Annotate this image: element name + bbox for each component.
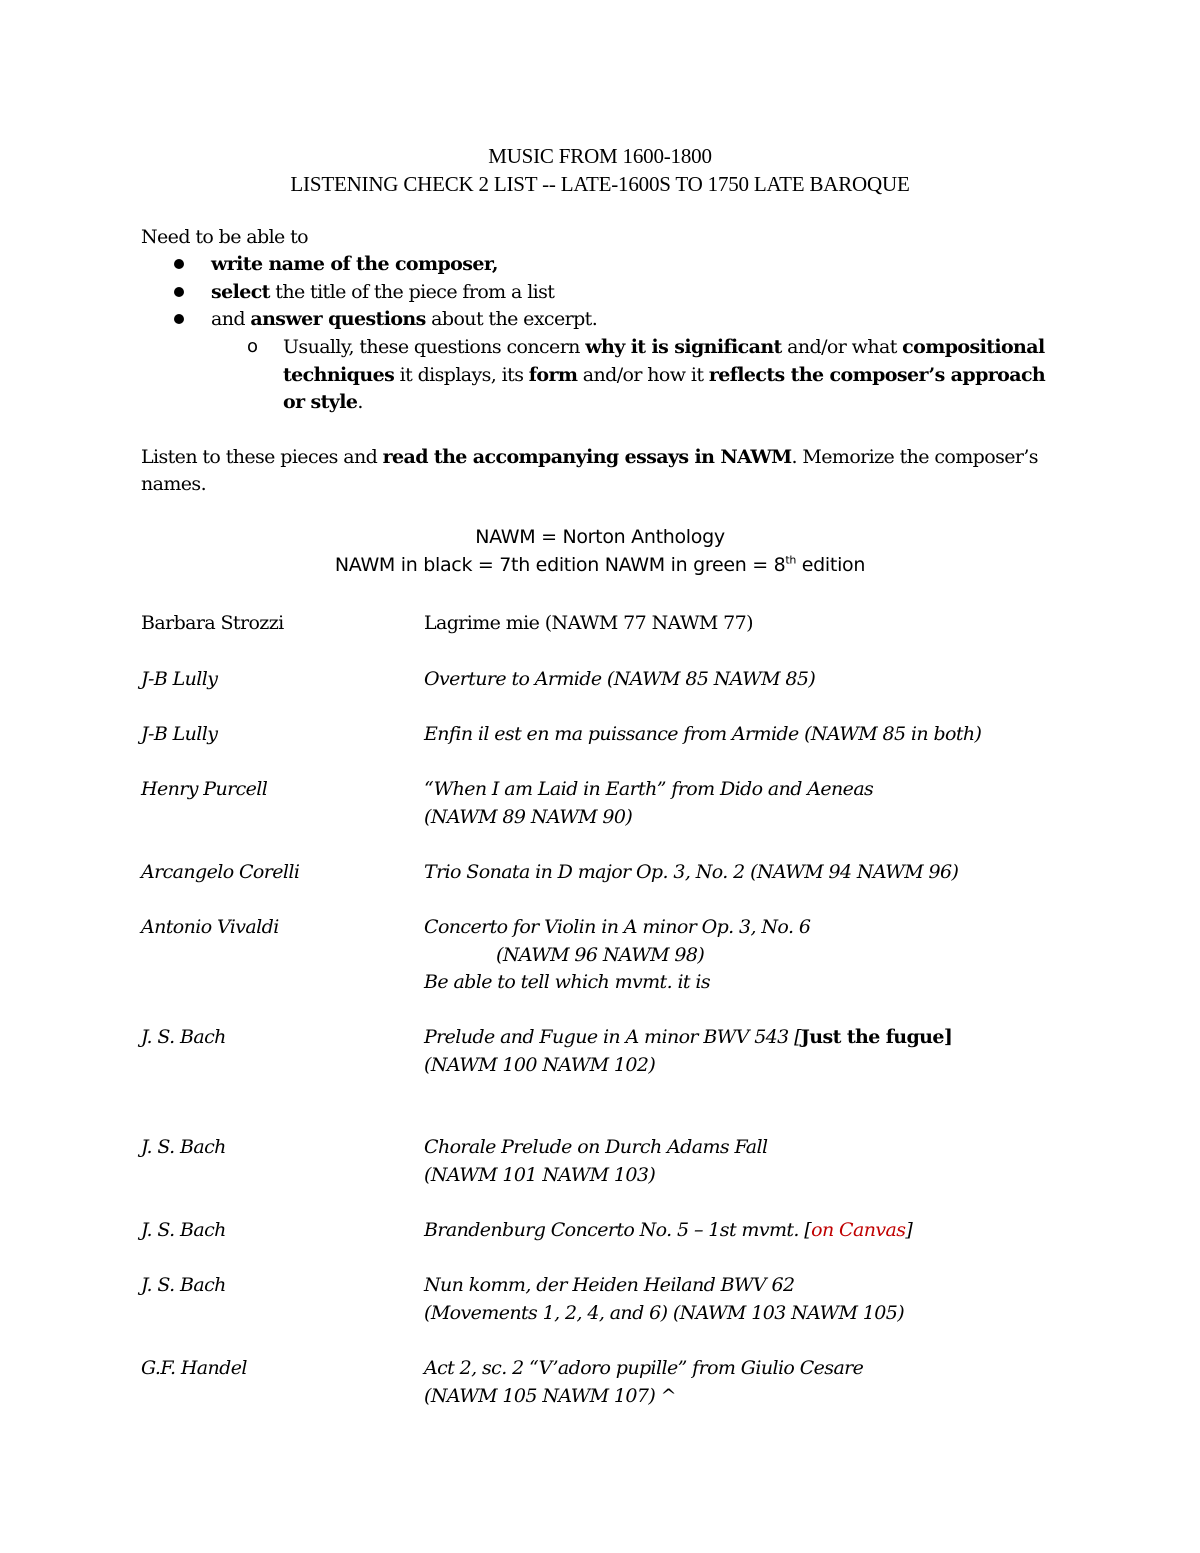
instructions-paragraph: Listen to these pieces and read the accompanying essays in NAWM. Memorize the composer’s [141,446,1038,468]
work-title: Lagrime mie (NAWM 77 NAWM 77) [424,612,753,634]
work-title: Concerto for Violin in A minor Op. 3, No. 6 [424,916,811,938]
composer-name: J. S. Bach [141,1219,226,1241]
work-title: Overture to Armide (NAWM 85 NAWM 85) [424,668,816,690]
composer-name: G.F. Handel [141,1357,247,1379]
work-reference: (NAWM 105 NAWM 107) ^ [424,1385,676,1407]
composer-name: J. S. Bach [141,1274,226,1296]
requirement-subitem: techniques it displays, its form and/or how it reflects the composer’s approach [283,364,1046,386]
composer-name: J-B Lully [141,723,218,745]
composer-name: Antonio Vivaldi [141,916,279,938]
legend-line: NAWM in black = 7th edition NAWM in green = 8th edition [334,553,866,576]
bullet-dot [174,287,184,297]
page-subtitle: LISTENING CHECK 2 LIST -- LATE-1600S TO 1750 LATE BAROQUE [290,172,910,196]
page-title: MUSIC FROM 1600-1800 [488,144,712,168]
work-title: Trio Sonata in D major Op. 3, No. 2 (NAWM 94 NAWM 96) [424,861,959,883]
work-title: “When I am Laid in Earth” from Dido and Aeneas [424,778,874,800]
composer-name: Arcangelo Corelli [141,861,300,883]
requirement-subitem: Usually, these questions concern why it is significant and/or what compositional [283,336,1045,358]
requirement-item: and answer questions about the excerpt. [211,308,598,330]
work-title: Enfin il est en ma puissance from Armide (NAWM 85 in both) [424,723,982,745]
requirements-intro: Need to be able to [141,226,309,248]
requirement-item: write name of the composer, [211,253,498,275]
bullet-dot [174,314,184,324]
work-title: Chorale Prelude on Durch Adams Fall [424,1136,768,1158]
work-note: Be able to tell which mvmt. it is [424,971,711,993]
work-reference: (NAWM 89 NAWM 90) [424,806,633,828]
composer-name: Henry Purcell [141,778,268,800]
legend-line: NAWM = Norton Anthology [475,526,725,548]
composer-name: Barbara Strozzi [141,612,284,634]
requirement-subitem: or style. [283,391,363,413]
work-title: Prelude and Fugue in A minor BWV 543 [Just the fugue] [424,1026,953,1048]
requirement-item: select the title of the piece from a list [211,281,555,303]
sub-bullet-marker: o [247,336,259,357]
bullet-dot [174,259,184,269]
canvas-note: on Canvas [811,1219,906,1241]
work-title: Nun komm, der Heiden Heiland BWV 62 [424,1274,795,1296]
work-reference: (Movements 1, 2, 4, and 6) (NAWM 103 NAWM 105) [424,1302,905,1324]
work-title: Brandenburg Concerto No. 5 – 1st mvmt. [on Canvas] [424,1219,913,1241]
composer-name: J-B Lully [141,668,218,690]
instructions-paragraph: names. [141,473,207,495]
work-reference: (NAWM 96 NAWM 98) [496,944,705,966]
composer-name: J. S. Bach [141,1136,226,1158]
composer-name: J. S. Bach [141,1026,226,1048]
work-reference: (NAWM 101 NAWM 103) [424,1164,656,1186]
work-reference: (NAWM 100 NAWM 102) [424,1054,656,1076]
work-title: Act 2, sc. 2 “V’adoro pupille” from Giulio Cesare [424,1357,864,1379]
